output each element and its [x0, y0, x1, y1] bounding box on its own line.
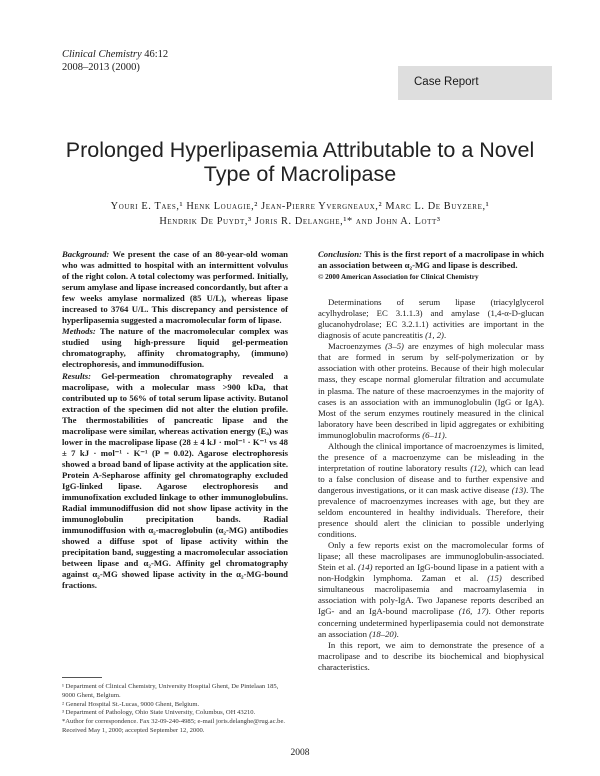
abstract-methods	[62, 326, 288, 370]
text-span: , which can lead to a false conclusion of disease and to further expensive and dangerous investigations, or it can mask active disease	[318, 462, 544, 495]
citation: (16, 17)	[458, 606, 489, 617]
background-label: Background:	[62, 249, 110, 259]
author-line-2: Hendrik De Puydt,³ Joris R. Delanghe,¹* and John A. Lott³	[159, 215, 441, 227]
author-list	[40, 200, 560, 229]
abstract-background	[62, 249, 288, 326]
copyright-notice: © 2000 American Association for Clinical Chemistry	[318, 273, 479, 282]
text-span: are enzymes of high molecular mass that are formed in serum by self-polymerization or by association with other proteins. Because of their high molecular mass, they escape normal glomerular filtration and accumulate in plasma. The nature of these macroenzymes in the majority of cases is an association with an immunoglobulin (IgG or IgA). Most of the serum enzymes routinely measured in the clinical laboratory have been described in lipid aggregates or exhibiting immunoglobulin macroforms	[318, 341, 544, 440]
footnotes	[62, 683, 288, 736]
body-paragraph-3	[318, 441, 544, 540]
abstract-column	[62, 249, 288, 591]
citation: (12)	[470, 462, 485, 473]
results-label: Results:	[62, 370, 91, 381]
section-label: Case Report	[414, 76, 479, 88]
methods-label: Methods:	[62, 326, 96, 337]
article-title: Prolonged Hyperlipasemia Attributable to a Novel Type of Macrolipase	[65, 138, 535, 186]
citation: (1, 2)	[425, 330, 444, 341]
abstract-conclusion	[318, 249, 544, 271]
text-span: reported an IgG-bound lipase in a patient with a non-Hodgkin lymphoma. Zaman et al.	[318, 562, 544, 584]
text-span: .	[396, 628, 399, 639]
abstract-results	[62, 371, 288, 592]
text-span: . Other reports concerning undetermined hyperlipasemia could not demonstrate an association	[318, 606, 544, 639]
text-span: Determinations of serum lipase (triacylglycerol acylhydrolase; EC 3.1.1.3) and amylase (1,4-α-D-glucan glucanohydrolase; EC 3.2.1.1) activities are important in the diagnosis of acute pancreatitis	[318, 297, 544, 341]
text-span: Although the clinical importance of macroenzymes is limited, the presence of a macroenzyme can be misleading in the interpretation of routine laboratory results	[318, 440, 544, 473]
journal-citation	[62, 48, 168, 74]
conclusion-text: This is the first report of a macrolipase in which an association between α₂-MG and lipase is described.	[318, 249, 544, 271]
body-paragraph-4	[318, 540, 544, 639]
body-paragraph-5: In this report, we aim to demonstrate the presence of a macrolipase and to describe its biochemical and biophysical characteristics.	[318, 639, 544, 672]
pages-year: 2008–2013 (2000)	[62, 62, 140, 73]
citation: (6–11)	[422, 429, 445, 440]
text-span: .	[444, 429, 447, 440]
citation: (14)	[358, 562, 373, 573]
author-line-1: Youri E. Taes,¹ Henk Louagie,² Jean-Pierre Yvergneaux,² Marc L. De Buyzere,¹	[110, 201, 490, 212]
citation: (3–5)	[385, 341, 404, 352]
text-span: Macroenzymes	[328, 341, 386, 352]
methods-text: The nature of the macromolecular complex was studied using high-pressure liquid gel-permeation chromatography, affinity chromatography, (immuno) electrophoresis, and immunodiffusion.	[62, 326, 288, 370]
results-text: Gel-permeation chromatography revealed a macrolipase, with a molecular mass >900 kDa, that contributed up to 56% of total serum lipase activity. Butanol extraction of the specimen did not alter the elution profile. The thermostabilities of pancreatic lipase and the macrolipase were similar, whereas activation energy (Eₐ) was lower in the macrolipase lipase (28 ± 4 kJ · mol⁻¹ · K⁻¹ vs 48 ± 7 kJ · mol⁻¹ · K⁻¹ (P = 0.02). Agarose electrophoresis showed a broad band of lipase activity at the application site. Protein A-Sepharose affinity gel chromatography excluded IgG-linked lipase. Agarose electrophoresis and immunofixation excluded linkage to other immunoglobulins. Radial immunodiffusion did not show lipase activity in the immunoglobulin precipitation bands. Radial immunodiffusion with α₂-macroglobulin (α₂-MG) antibodies showed a diffuse spot of lipase activity within the precipitation band, suggesting a macromolecular association between lipase and α₂-MG. Affinity gel chromatography against α₂-MG showed lipase activity in the α₂-MG-bound fractions.	[62, 370, 288, 591]
conclusion-label: Conclusion:	[318, 249, 362, 259]
footnote-2: ² General Hospital St.-Lucas, 9000 Ghent, Belgium.	[62, 700, 200, 708]
text-span: described simultaneous macrolipasemia and macroamylasemia in association with poly-IgA. Two Japanese reports described an IgG- and an IgA-bound macrolipase	[318, 573, 544, 617]
text-span: Only a few reports exist on the macromolecular forms of lipase; all these macrolipases are immunoglobulin-associated. Stein et al.	[318, 540, 544, 573]
footnote-3: ³ Department of Pathology, Ohio State University, Columbus, OH 43210.	[62, 709, 256, 717]
page-number: 2008	[290, 748, 310, 758]
section-label-box	[398, 66, 552, 100]
text-span: . The prevalence of macroenzymes increases with age, but they are seldom encountered in healthy individuals. Therefore, their presence should alert the clinician to possible underlying conditions.	[318, 484, 544, 540]
volume-issue: 46:12	[144, 49, 169, 60]
background-text: We present the case of an 80-year-old woman who was admitted to hospital with an intermittent volvulus of the right colon. A total colectomy was performed. Initially, serum amylase and lipase increased concordantly, but after a few weeks amylase normalized (85 U/L), whereas lipase increased to 3764 U/L. This discrepancy and persistence of hyperlipasemia suggested a macromolecular form of lipase.	[62, 249, 288, 326]
body-paragraph-2	[318, 341, 544, 440]
body-column	[318, 249, 544, 673]
body-paragraph-1	[318, 297, 544, 341]
citation: (18–20)	[369, 628, 397, 639]
received-dates: Received May 1, 2000; accepted September 12, 2000.	[62, 726, 205, 734]
journal-name: Clinical Chemistry	[62, 49, 142, 60]
citation: (13)	[511, 484, 527, 495]
footnote-correspondence: *Author for correspondence. Fax 32-09-240-4985; e-mail joris.delanghe@rug.ac.be.	[62, 718, 286, 726]
footnote-1: ¹ Department of Clinical Chemistry, University Hospital Ghent, De Pintelaan 185, 9000 Ghent, Belgium.	[62, 683, 279, 699]
text-span: .	[443, 330, 447, 341]
citation: (15)	[487, 573, 502, 584]
footnote-divider	[62, 677, 102, 678]
